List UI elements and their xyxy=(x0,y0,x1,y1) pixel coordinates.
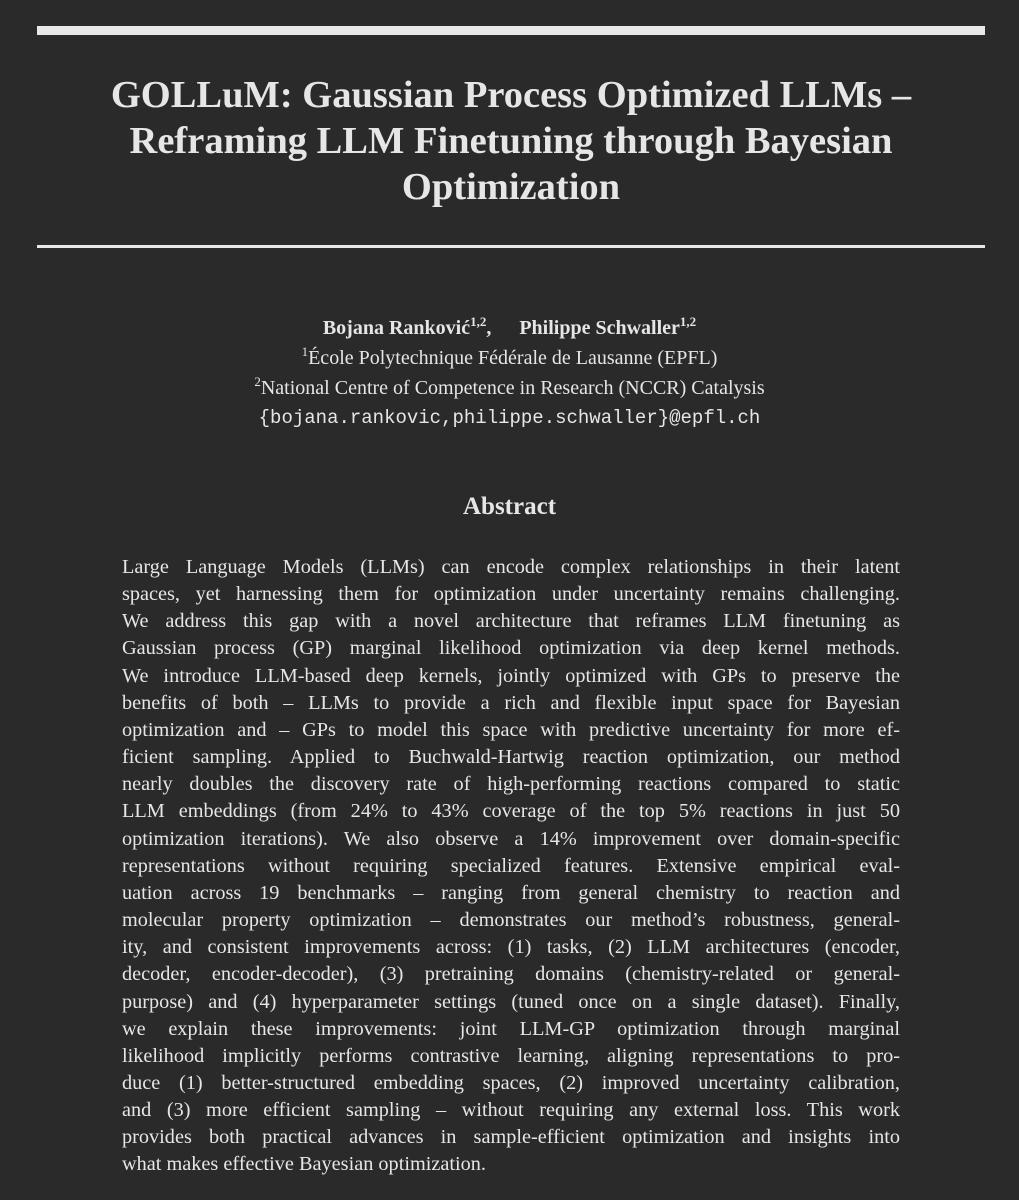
abstract-line: likelihood implicitly performs contrastive learning, aligning representations to pro- xyxy=(122,1044,900,1067)
author-name: Philippe Schwaller xyxy=(519,317,680,339)
abstract-line: benefits of both – LLMs to provide a rich and flexible input space for Bayesian xyxy=(122,691,900,714)
abstract-line: LLM embeddings (from 24% to 43% coverage of the top 5% reactions in just 50 xyxy=(122,800,900,823)
title-line: GOLLuM: Gaussian Process Optimized LLMs – xyxy=(110,74,912,116)
abstract-line: provides both practical advances in sample-efficient optimization and insights into xyxy=(122,1126,900,1149)
paper-title xyxy=(37,72,985,210)
affiliation-marker: 2 xyxy=(254,374,261,389)
abstract-line: purpose) and (4) hyperparameter settings (tuned once on a single dataset). Finally, xyxy=(122,990,900,1013)
affiliation-marker: 1 xyxy=(301,344,309,359)
abstract-line: we explain these improvements: joint LLM-GP optimization through marginal xyxy=(122,1017,900,1040)
author-affiliation-marker: 1,2 xyxy=(679,314,697,329)
author-block xyxy=(0,313,1019,433)
abstract-line: We address this gap with a novel architecture that reframes LLM finetuning as xyxy=(122,610,900,633)
affiliation-1 xyxy=(0,343,1019,373)
abstract-line: spaces, yet harnessing them for optimization under uncertainty remains challenging. xyxy=(122,583,900,606)
abstract-line: duce (1) better-structured embedding spaces, (2) improved uncertainty calibration, xyxy=(122,1071,900,1094)
abstract-line: nearly doubles the discovery rate of high-performing reactions compared to static xyxy=(122,773,900,796)
author-email: {bojana.rankovic,philippe.schwaller}@epfl.ch xyxy=(258,407,761,429)
author-separator: , xyxy=(486,317,492,339)
abstract-line: representations without requiring specialized features. Extensive empirical eval- xyxy=(122,854,900,877)
abstract-line: ficient sampling. Applied to Buchwald-Hartwig reaction optimization, our method xyxy=(122,746,900,769)
abstract-line: and (3) more efficient sampling – without requiring any external loss. This work xyxy=(122,1099,900,1122)
abstract-heading: Abstract xyxy=(462,493,557,520)
abstract-line: Large Language Models (LLMs) can encode complex relationships in their latent xyxy=(122,556,900,578)
author-name: Bojana Ranković xyxy=(322,317,471,339)
title-bottom-rule xyxy=(37,245,985,248)
affiliation-text: École Polytechnique Fédérale de Lausanne (EPFL) xyxy=(308,347,718,369)
abstract-line: We introduce LLM-based deep kernels, jointly optimized with GPs to preserve the xyxy=(122,664,900,687)
title-line: Reframing LLM Finetuning through Bayesian xyxy=(129,120,893,162)
title-line: Optimization xyxy=(401,166,621,208)
author-affiliation-marker: 1,2 xyxy=(470,314,487,329)
author-names xyxy=(0,313,1019,343)
abstract-line: uation across 19 benchmarks – ranging from general chemistry to reaction and xyxy=(122,881,900,904)
affiliation-2 xyxy=(0,373,1019,403)
abstract-line: ity, and consistent improvements across: (1) tasks, (2) LLM architectures (encoder, xyxy=(122,936,900,959)
abstract-body xyxy=(122,554,900,1179)
abstract-line: optimization and – GPs to model this space with predictive uncertainty for more ef- xyxy=(122,718,900,741)
abstract-line: what makes effective Bayesian optimization. xyxy=(122,1153,487,1176)
abstract-line: Gaussian process (GP) marginal likelihood optimization via deep kernel methods. xyxy=(122,637,900,660)
abstract-line: optimization iterations). We also observe a 14% improvement over domain-specific xyxy=(122,827,900,850)
affiliation-text: National Centre of Competence in Research (NCCR) Catalysis xyxy=(260,377,765,399)
abstract-line: decoder, encoder-decoder), (3) pretraining domains (chemistry-related or general- xyxy=(122,963,900,986)
top-rule xyxy=(37,26,985,35)
abstract-line: molecular property optimization – demonstrates our method’s robustness, general- xyxy=(122,909,900,932)
